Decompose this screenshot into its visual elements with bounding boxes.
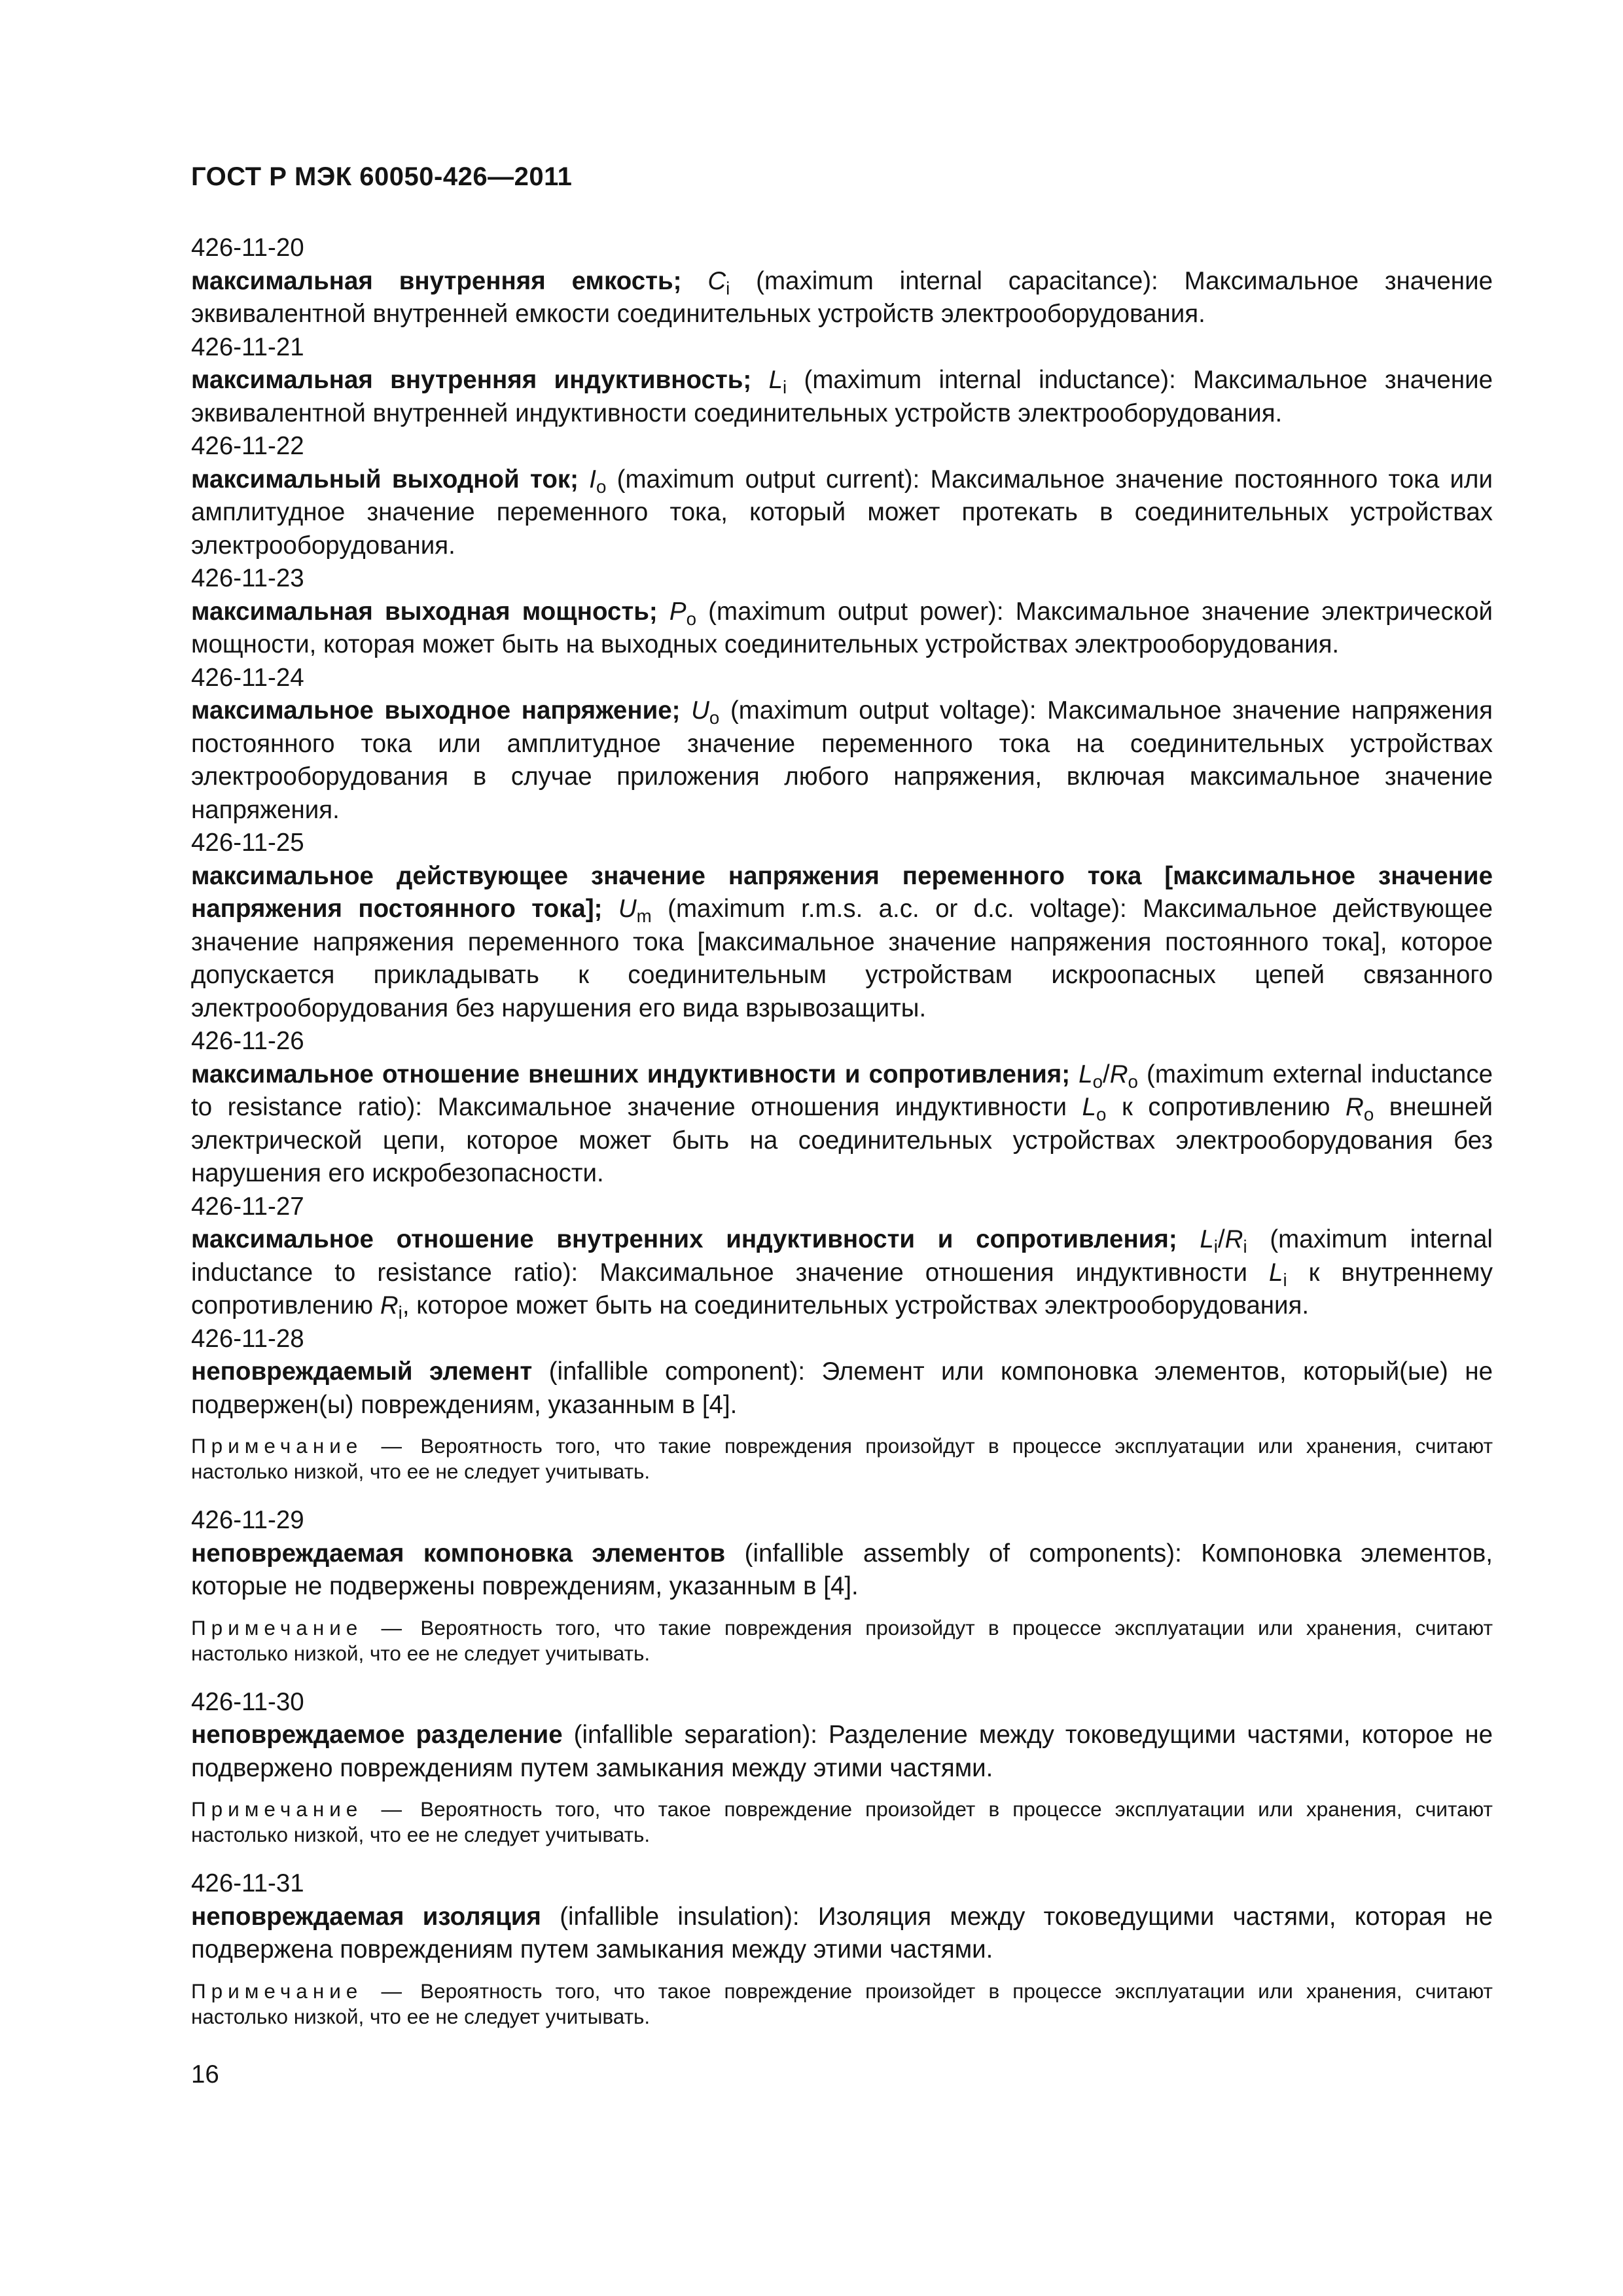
term-entry [191,1686,1493,1848]
definition-text: , которое может быть на соединительных устройствах электрооборудования. [402,1291,1310,1319]
definition-text: (maximum output voltage): Максимальное значение напряжения постоянного тока или амплитудное значение переменного тока на соединительных устройствах электрооборудования в случае приложения любого напряжения, включая максимальное значение напряжения. [191,696,1493,824]
term-definition [191,860,1493,1026]
ratio-denominator-symbol: R [1109,1060,1128,1088]
definition-text: (infallible insulation): Изоляция между токоведущими частями, которая не подвержена повреждениям путем замыкания между этими частями. [191,1902,1493,1964]
inline-symbol: R [1346,1093,1364,1121]
term-symbol: I [589,465,596,493]
note-text: Вероятность того, что такие повреждения произойдут в процессе эксплуатации или хранения, считают настолько низкой, что ее не следует учитывать. [191,1434,1493,1483]
ratio-denominator-subscript: o [1128,1071,1138,1092]
term-definition [191,1537,1493,1604]
terms-list [191,232,1493,2049]
term-definition [191,694,1493,827]
term-definition [191,1355,1493,1422]
definition-text: (infallible separation): Разделение между токоведущими частями, которое не подвержено повреждениям путем замыкания между этими частями. [191,1721,1493,1782]
term-name: неповреждаемая изоляция [191,1902,541,1931]
term-code: 426-11-28 [191,1324,304,1353]
term-entry [191,662,1493,827]
definition-text: (maximum internal inductance to resistance ratio): Максимальное значение отношения индуктивности [191,1225,1493,1287]
term-symbol-subscript: o [709,707,720,728]
term-symbol-subscript: m [636,905,652,926]
definition-text: (maximum output current): Максимальное значение постоянного тока или амплитудное значение переменного тока, который может протекать в соединительных устройствах электрооборудования. [191,465,1493,560]
term-code: 426-11-21 [191,332,304,361]
definition-text: (maximum output power): Максимальное значение электрической мощности, которая может быть на выходных соединительных устройствах электрооборудования. [191,597,1493,658]
term-name: максимальное выходное напряжение; [191,696,681,725]
page-number: 16 [191,2060,219,2089]
inline-symbol-subscript: i [1283,1269,1287,1290]
note-label: Примечание — [191,1434,408,1458]
term-symbol-subscript: i [783,376,787,397]
note [191,1433,1493,1484]
definition-text: (maximum internal capacitance): Максимальное значение эквивалентной внутренней емкости соединительных устройств электрооборудования. [191,266,1493,328]
term-name: неповреждаемый элемент [191,1357,533,1386]
definition-text: (maximum internal inductance): Максимальное значение эквивалентной внутренней индуктивности соединительных устройств электрооборудования. [191,366,1493,427]
term-symbol: L [768,366,783,394]
ratio-numerator-subscript: o [1092,1071,1103,1092]
term-name: максимальное отношение внутренних индуктивности и сопротивления; [191,1225,1177,1253]
note-label: Примечание — [191,1797,407,1821]
note-label: Примечание — [191,1615,408,1640]
note-text: Вероятность того, что такие повреждения произойдут в процессе эксплуатации или хранения, считают настолько низкой, что ее не следует учитывать. [191,1615,1493,1665]
term-definition: максимальное отношение внутренних индуктивности и сопротивления; $L_i/R_i$ (maximum internal inductance to resistance ratio): Максимальное значение отношения индуктивности $L_i$ к внутреннему сопротивлению $R_i$, которое может быть на соединительных устройствах электрооборудования. [191,1225,1493,1323]
term-name: максимальная выходная мощность; [191,597,658,626]
inline-symbol-subscript: o [1363,1103,1374,1124]
term-entry [191,1323,1493,1485]
term-definition [191,1901,1493,1967]
note-text: Вероятность того, что такое повреждение произойдет в процессе эксплуатации или хранения, считают настолько низкой, что ее не следует учитывать. [191,1979,1493,2028]
term-code: 426-11-27 [191,1192,304,1221]
term-definition [191,364,1493,430]
term-symbol-subscript: i [726,278,730,298]
term-code: 426-11-30 [191,1687,304,1716]
term-definition: максимальное отношение внешних индуктивности и сопротивления; $L_o/R_o$ (maximum external inductance to resistance ratio): Максимальное значение отношения индуктивности $L_o$ к сопротивлению $R_o$ внешней электрической цепи, которое может быть на соединительных устройствах электрооборудования без нарушения его искробезопасности. [191,1060,1493,1187]
term-entry [191,331,1493,431]
definition-text: (infallible component): Элемент или компоновка элементов, который(ые) не подвержен(ы) повреждениям, указанным в [4]. [191,1357,1493,1419]
term-entry [191,562,1493,662]
ratio-numerator-symbol: L [1079,1060,1093,1088]
term-entry [191,1191,1493,1323]
term-code: 426-11-20 [191,234,304,262]
term-definition [191,596,1493,662]
note [191,1979,1493,2030]
note-label: Примечание — [191,1979,407,2003]
inline-symbol: R [380,1291,399,1319]
ratio-numerator-symbol: L [1200,1225,1214,1253]
note [191,1797,1493,1848]
definition-text: (infallible assembly of components): Компоновка элементов, которые не подвержены повреждениям, указанным в [4]. [191,1539,1493,1600]
ratio-denominator-symbol: R [1224,1225,1243,1253]
note-text: Вероятность того, что такое повреждение произойдет в процессе эксплуатации или хранения, считают настолько низкой, что ее не следует учитывать. [191,1797,1493,1846]
inline-symbol: L [1082,1093,1096,1121]
term-symbol: C [707,266,726,295]
term-definition [191,463,1493,563]
term-symbol: U [691,696,709,725]
term-code: 426-11-22 [191,432,304,460]
definition-text: к внутреннему сопротивлению [191,1258,1493,1319]
inline-symbol: L [1269,1258,1283,1287]
term-symbol-subscript: o [596,476,607,497]
term-entry [191,1025,1493,1191]
term-entry [191,1867,1493,2030]
term-entry [191,827,1493,1025]
note [191,1615,1493,1666]
term-name: неповреждаемое разделение [191,1721,563,1749]
term-name: максимальная внутренняя емкость; [191,266,682,295]
term-code: 426-11-25 [191,829,304,857]
term-symbol: U [618,895,637,923]
term-symbol-subscript: o [686,608,697,629]
term-code: 426-11-23 [191,564,304,592]
inline-symbol-subscript: i [398,1302,402,1323]
term-entry [191,1504,1493,1666]
term-code: 426-11-29 [191,1506,304,1534]
term-entry [191,430,1493,562]
term-entry [191,232,1493,331]
definition-text: внешней электрической цепи, которое может быть на соединительных устройствах электрооборудования без нарушения его искробезопасности. [191,1093,1493,1187]
term-name: максимальная внутренняя индуктивность; [191,366,752,394]
inline-symbol-subscript: o [1096,1103,1107,1124]
ratio-denominator-subscript: i [1243,1236,1247,1257]
term-name: максимальное действующее значение напряжения переменного тока [максимальное значение напряжения постоянного тока]; [191,861,1493,923]
term-name: максимальный выходной ток; [191,465,579,493]
definition-text: (maximum r.m.s. a.c. or d.c. voltage): Максимальное действующее значение напряжения переменного тока [максимальное значение напряжения постоянного тока], которое допускается прикладывать к соединительным устройствам искроопасных цепей связанного электрооборудования без нарушения его вида взрывозащиты. [191,895,1493,1022]
term-code: 426-11-26 [191,1027,304,1055]
term-code: 426-11-24 [191,663,304,692]
term-name: неповреждаемая компоновка элементов [191,1539,726,1568]
document-header: ГОСТ Р МЭК 60050-426—2011 [191,162,573,191]
definition-text: (maximum external inductance to resistance ratio): Максимальное значение отношения индуктивности [191,1060,1493,1121]
term-name: максимальное отношение внешних индуктивности и сопротивления; [191,1060,1071,1088]
term-code: 426-11-31 [191,1869,304,1897]
term-definition [191,265,1493,331]
definition-text: к сопротивлению [1121,1093,1330,1121]
ratio-numerator-subscript: i [1213,1236,1218,1257]
term-symbol: P [669,597,687,626]
term-definition [191,1719,1493,1785]
